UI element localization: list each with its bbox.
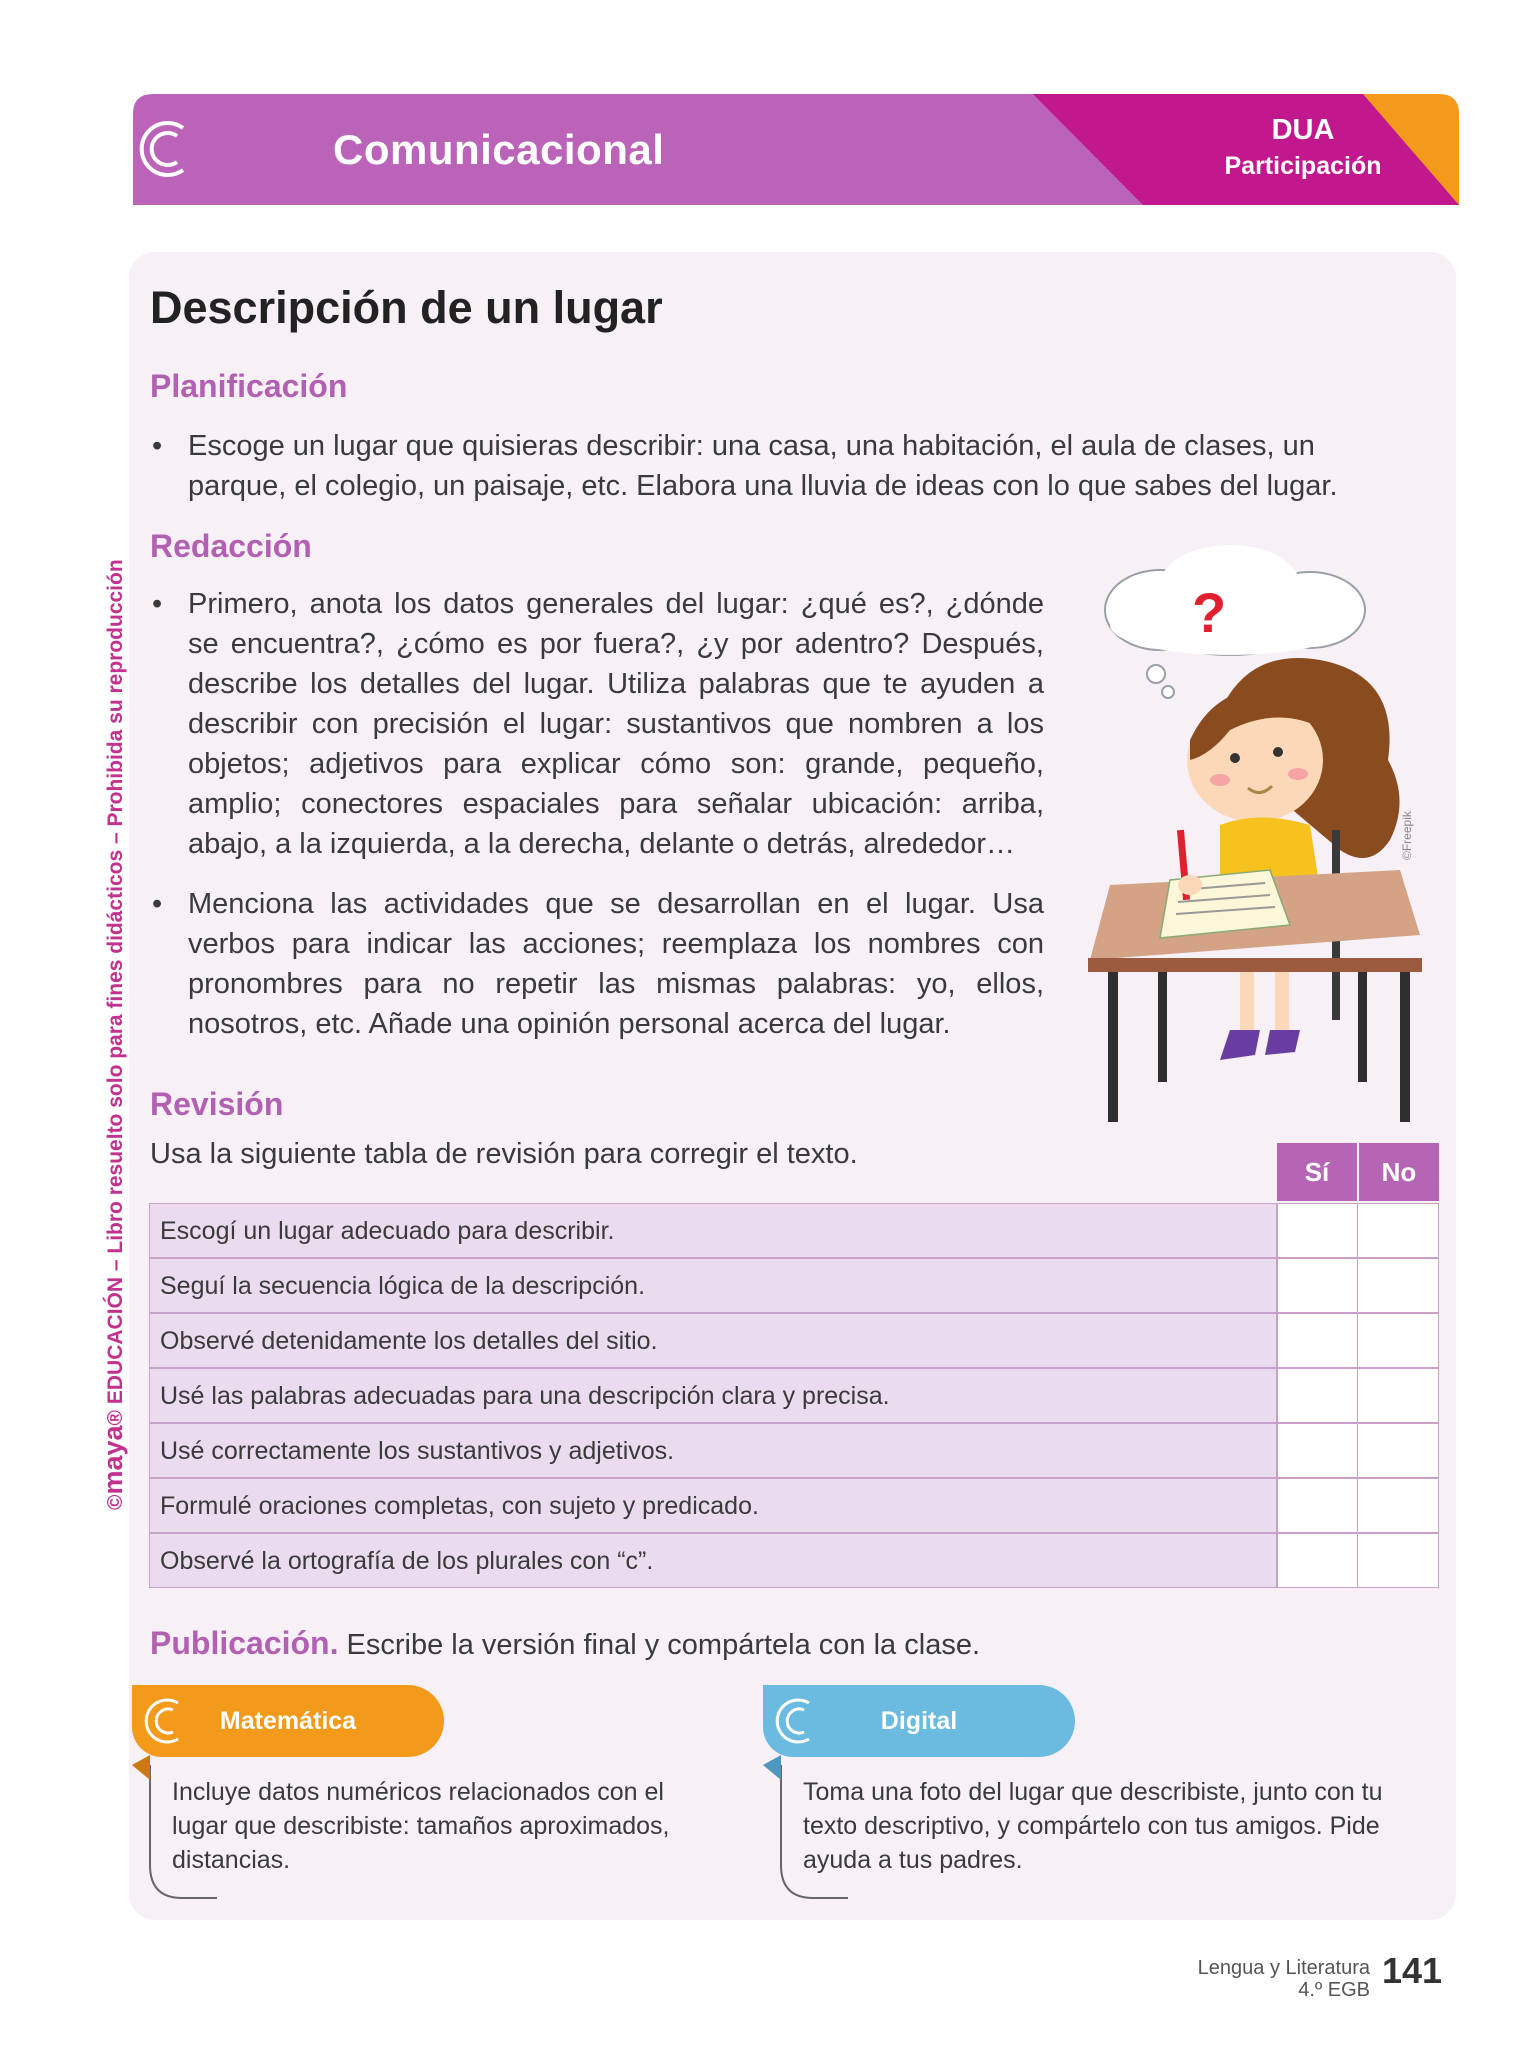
yes-checkbox[interactable]: [1277, 1313, 1359, 1368]
banner-background: [133, 94, 1459, 205]
table-row: [149, 1313, 1439, 1368]
writing-bullet-2: [152, 884, 1044, 1044]
no-checkbox[interactable]: [1357, 1478, 1439, 1533]
revision-intro: Usa la siguiente tabla de revisión para corregir el texto.: [150, 1138, 858, 1170]
criterion-text: Observé detenidamente los detalles del sitio.: [149, 1313, 1277, 1368]
bullet-dot: •: [152, 888, 163, 920]
bullet-dot: •: [152, 588, 163, 620]
subject-name: Lengua y Literatura: [1197, 1957, 1370, 1979]
table-row: [149, 1203, 1439, 1258]
publication-line: [150, 1625, 980, 1662]
math-tab: [132, 1685, 444, 1757]
no-checkbox[interactable]: [1357, 1423, 1439, 1478]
no-checkbox[interactable]: [1357, 1203, 1439, 1258]
criterion-text: Observé la ortografía de los plurales con “c”.: [149, 1533, 1277, 1588]
grade-level: 4.º EGB: [1298, 1979, 1370, 2001]
yes-checkbox[interactable]: [1277, 1423, 1359, 1478]
page-number: 141: [1382, 1950, 1443, 1991]
communication-c-icon: [133, 114, 193, 184]
publication-heading: Publicación.: [150, 1625, 339, 1661]
table-row: [149, 1423, 1439, 1478]
copyright-symbol: ©: [104, 1494, 127, 1510]
table-row: [149, 1258, 1439, 1313]
column-header-yes: Sí: [1277, 1143, 1357, 1201]
copyright-text: ® EDUCACIÓN – Libro resuelto solo para fines didácticos – Prohibida su reproducción: [104, 559, 127, 1426]
writing-text-2: Menciona las actividades que se desarrollan en el lugar. Usa verbos para indicar las acciones; reemplaza los nombres con pronombres para no repetir las mismas palabras: yo, ellos, nosotros, etc. Añade una opinión personal acerca del lugar.: [188, 888, 1044, 1040]
table-row: [149, 1533, 1439, 1588]
yes-checkbox[interactable]: [1277, 1203, 1359, 1258]
planning-text: Escoge un lugar que quisieras describir: una casa, una habitación, el aula de clases, un parque, el colegio, un paisaje, etc. Elabora una lluvia de ideas con lo que sabes del lugar.: [188, 430, 1338, 502]
math-label: Matemática: [219, 1707, 357, 1735]
writing-bullet-1: [152, 584, 1044, 864]
yes-checkbox[interactable]: [1277, 1258, 1359, 1313]
planning-heading: Planificación: [150, 368, 348, 404]
question-mark: ?: [1192, 581, 1227, 644]
criterion-text: Usé correctamente los sustantivos y adjetivos.: [149, 1423, 1277, 1478]
table-row: [149, 1478, 1439, 1533]
math-text: Incluye datos numéricos relacionados con el lugar que describiste: tamaños aproximados, distancias.: [172, 1778, 670, 1874]
column-header-no: No: [1359, 1143, 1439, 1201]
bullet-dot: •: [152, 430, 163, 462]
digital-text: Toma una foto del lugar que describiste, junto con tu texto descriptivo, y compártelo con tus amigos. Pide ayuda a tus padres.: [803, 1778, 1383, 1874]
dua-subtitle: Participación: [1224, 152, 1382, 180]
criterion-text: Usé las palabras adecuadas para una descripción clara y precisa.: [149, 1368, 1277, 1423]
image-credit: ©Freepik: [1400, 811, 1414, 860]
no-checkbox[interactable]: [1357, 1368, 1439, 1423]
planning-bullet: [152, 426, 1398, 506]
criterion-text: Escogí un lugar adecuado para describir.: [149, 1203, 1277, 1258]
digital-tab: [763, 1685, 1075, 1757]
writing-text-1: Primero, anota los datos generales del lugar: ¿qué es?, ¿dónde se encuentra?, ¿cómo es por fuera?, ¿y por adentro? Después, describe los detalles del lugar. Utiliza palabras que te ayuden a describir con precisión el lugar: sustantivos que nombren a los objetos; adjetivos para explicar cómo son: grande, pequeño, amplio; conectores espaciales para señalar ubicación: arriba, abajo, a la izquierda, a la derecha, delante o detrás, alrededor…: [188, 588, 1044, 860]
no-checkbox[interactable]: [1357, 1258, 1439, 1313]
page-title: Descripción de un lugar: [150, 282, 663, 333]
footer-subject: [1030, 1957, 1370, 2001]
copyright-sidebar: [98, 559, 129, 1510]
girl-writing-illustration: [1070, 540, 1450, 1130]
no-checkbox[interactable]: [1357, 1313, 1439, 1368]
section-title: Comunicacional: [333, 126, 665, 173]
publication-text: Escribe la versión final y compártela con la clase.: [346, 1629, 981, 1661]
brand-logo: maya: [98, 1425, 128, 1495]
yes-checkbox[interactable]: [1277, 1533, 1359, 1588]
revision-heading: Revisión: [150, 1086, 284, 1122]
criterion-text: Formulé oraciones completas, con sujeto y predicado.: [149, 1478, 1277, 1533]
digital-label: Digital: [880, 1707, 958, 1735]
section-banner: [133, 94, 1459, 205]
table-row: [149, 1368, 1439, 1423]
no-checkbox[interactable]: [1357, 1533, 1439, 1588]
dua-title: DUA: [1271, 114, 1335, 146]
writing-heading: Redacción: [150, 528, 312, 564]
yes-checkbox[interactable]: [1277, 1478, 1359, 1533]
yes-checkbox[interactable]: [1277, 1368, 1359, 1423]
criterion-text: Seguí la secuencia lógica de la descripción.: [149, 1258, 1277, 1313]
